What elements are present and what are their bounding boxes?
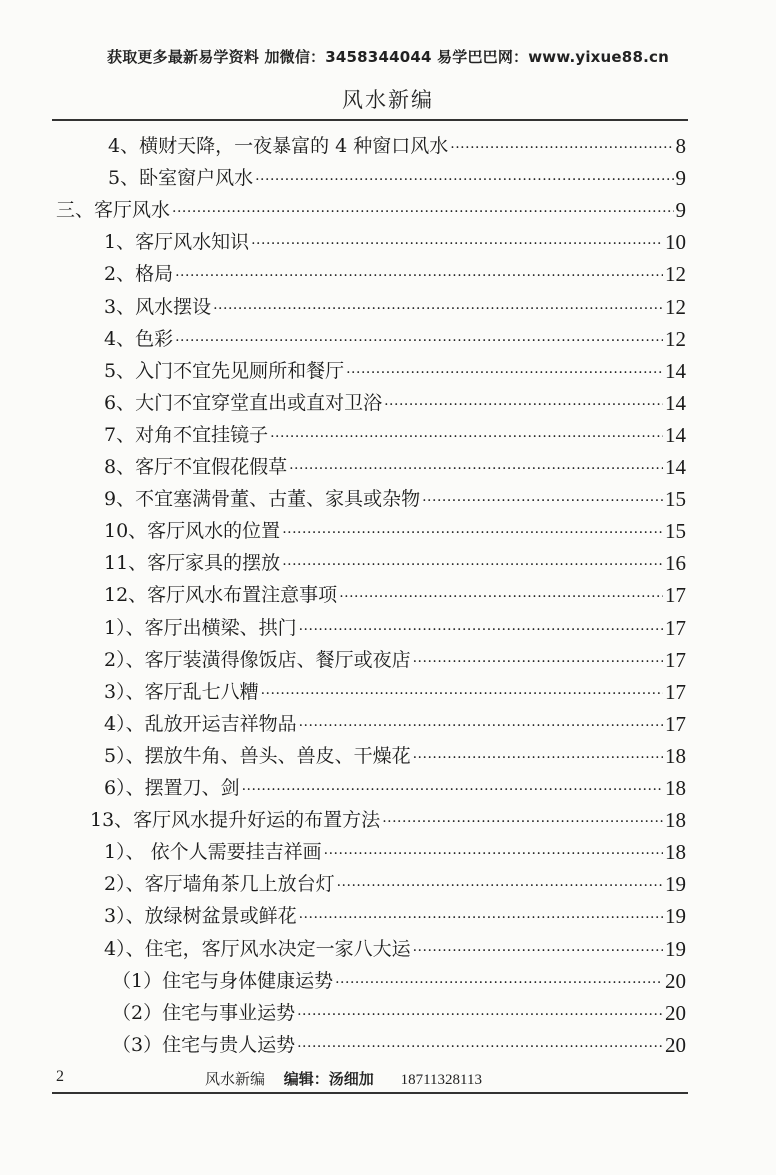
toc-entry	[56, 194, 686, 226]
toc-entry-label: 3）、客厅乱七八糟	[104, 680, 259, 703]
toc-entry	[104, 579, 686, 611]
toc-entry	[90, 804, 686, 836]
toc-entry-page: 18	[665, 743, 686, 768]
toc-leader-dots	[289, 451, 663, 483]
toc-leader-dots	[213, 291, 663, 323]
toc-leader-dots	[339, 579, 663, 611]
toc-entry-page: 14	[665, 390, 686, 415]
toc-leader-dots	[251, 226, 663, 258]
toc-entry	[104, 258, 686, 290]
toc-entry-label: 11、客厅家具的摆放	[104, 552, 281, 575]
toc-entry-label: 三、客厅风水	[56, 199, 171, 222]
toc-entry-label: 12、客厅风水布置注意事项	[104, 584, 338, 607]
toc-leader-dots	[324, 836, 663, 868]
toc-entry-page: 18	[665, 776, 686, 800]
toc-entry	[104, 644, 686, 676]
toc-leader-dots	[413, 644, 663, 676]
toc-entry-page: 20	[665, 1000, 686, 1025]
footer-page-number: 2	[56, 1068, 64, 1085]
toc-entry-page: 17	[665, 711, 686, 736]
toc-leader-dots	[242, 772, 663, 804]
toc-leader-dots	[413, 740, 663, 772]
header-rule	[52, 119, 688, 121]
toc-entry	[104, 387, 686, 419]
toc-leader-dots	[335, 965, 663, 997]
toc-entry	[112, 997, 686, 1029]
toc-entry	[108, 162, 686, 194]
toc-leader-dots	[450, 130, 673, 162]
toc-entry-page: 18	[665, 808, 686, 833]
footer-book-title: 风水新编	[205, 1070, 266, 1088]
toc-entry-page: 19	[665, 872, 686, 897]
toc-entry	[104, 226, 686, 258]
toc-entry-page: 10	[665, 230, 686, 255]
toc-entry-page: 19	[665, 904, 686, 929]
toc-entry-label: 2）、客厅墙角茶几上放台灯	[104, 873, 335, 896]
toc-entry-page: 12	[665, 326, 686, 351]
toc-leader-dots	[175, 323, 663, 355]
toc-entry-label: （3）住宅与贵人运势	[112, 1033, 296, 1056]
footer-editor: 编辑：汤细加	[283, 1070, 374, 1088]
toc-entry-label: 1）、客厅出横梁、拱门	[104, 616, 297, 639]
toc-entry	[104, 355, 686, 387]
toc-entry-page: 16	[665, 551, 686, 576]
toc-entry-label: 2）、客厅装潢得像饭店、餐厅或夜店	[104, 648, 411, 671]
toc-entry	[104, 708, 686, 740]
toc-entry-label: 13、客厅风水提升好运的布置方法	[90, 809, 381, 832]
toc-entry-label: 5）、摆放牛角、兽头、兽皮、干燥花	[104, 744, 411, 767]
toc-entry-page: 9	[675, 166, 686, 191]
toc-leader-dots	[261, 676, 663, 708]
toc-entry-page: 19	[665, 936, 686, 961]
toc-entry-page: 12	[665, 262, 686, 287]
toc-entry-page: 9	[675, 198, 686, 223]
toc-entry-label: 10、客厅风水的位置	[104, 520, 281, 543]
toc-entry-label: 2、格局	[104, 263, 174, 286]
toc-entry-label: 1、客厅风水知识	[104, 231, 250, 254]
toc-entry-label: （2）住宅与事业运势	[112, 1001, 296, 1024]
toc-entry	[104, 612, 686, 644]
toc-entry-page: 17	[665, 583, 686, 608]
toc-entry-label: 4、色彩	[104, 327, 174, 350]
page-footer	[0, 1068, 776, 1092]
toc-entry-page: 17	[665, 647, 686, 672]
toc-entry-label: 1）、 依个人需要挂吉祥画	[104, 841, 322, 864]
toc-entry-page: 15	[665, 519, 686, 544]
toc-leader-dots	[175, 258, 663, 290]
watermark-text: 获取更多最新易学资料 加微信：3458344044 易学巴巴网：www.yixue88.cn	[107, 48, 669, 66]
toc-entry-label: 4、横财天降，一夜暴富的 4 种窗口风水	[108, 135, 449, 157]
footer-rule	[52, 1092, 688, 1094]
toc-entry-label: 4）、乱放开运吉祥物品	[104, 712, 297, 735]
toc-entry	[104, 483, 686, 515]
toc-entry	[104, 900, 686, 932]
toc-entry-label: 7、对角不宜挂镜子	[104, 423, 269, 446]
toc-entry-page: 12	[665, 294, 686, 319]
toc-leader-dots	[337, 868, 663, 900]
toc-entry	[108, 130, 686, 162]
running-header-title: 风水新编	[342, 88, 434, 112]
toc-leader-dots	[297, 997, 663, 1029]
toc-entry-label: 5、入门不宜先见厕所和餐厅	[104, 359, 345, 382]
toc-entry-label: 9、不宜塞满骨董、古董、家具或杂物	[104, 488, 421, 511]
toc-entry-page: 15	[665, 487, 686, 512]
toc-entry	[104, 772, 686, 804]
toc-leader-dots	[382, 804, 663, 836]
toc-entry	[104, 515, 686, 547]
toc-leader-dots	[297, 1029, 663, 1061]
toc-entry-label: （1）住宅与身体健康运势	[112, 969, 334, 992]
toc-entry	[104, 933, 686, 965]
toc-leader-dots	[282, 547, 663, 579]
footer-phone: 18711328113	[400, 1072, 482, 1088]
toc-entry-page: 14	[665, 422, 686, 447]
toc-entry	[104, 291, 686, 323]
toc-entry-page: 17	[665, 679, 686, 704]
toc-entry	[104, 547, 686, 579]
toc-entry-label: 3）、放绿树盆景或鲜花	[104, 905, 297, 928]
toc-entry	[112, 965, 686, 997]
toc-leader-dots	[255, 162, 673, 194]
toc-entry-page: 17	[665, 615, 686, 640]
toc-entry	[104, 740, 686, 772]
toc-leader-dots	[346, 355, 663, 387]
toc-entry-label: 6）、摆置刀、剑	[104, 777, 240, 799]
toc-entry	[104, 323, 686, 355]
toc-entry-page: 14	[665, 455, 686, 479]
toc-leader-dots	[270, 419, 663, 451]
toc-leader-dots	[299, 708, 663, 740]
toc-leader-dots	[282, 515, 663, 547]
toc-entry-page: 20	[665, 968, 686, 993]
toc-entry-page: 20	[665, 1032, 686, 1057]
toc-entry	[104, 451, 686, 483]
toc-entry	[104, 868, 686, 900]
toc-leader-dots	[384, 387, 663, 419]
toc-entry	[104, 676, 686, 708]
toc-entry-label: 8、客厅不宜假花假草	[104, 456, 288, 478]
toc-entry-label: 5、卧室窗户风水	[108, 167, 254, 190]
toc-leader-dots	[413, 933, 663, 965]
toc-entry-label: 3、风水摆设	[104, 295, 212, 318]
toc-entry-page: 8	[675, 134, 686, 158]
toc-entry	[104, 419, 686, 451]
toc-entry	[104, 836, 686, 868]
toc-entry-label: 6、大门不宜穿堂直出或直对卫浴	[104, 391, 383, 414]
toc-entry	[112, 1029, 686, 1061]
toc-entry-page: 18	[665, 840, 686, 865]
toc-leader-dots	[299, 612, 663, 644]
toc-leader-dots	[299, 900, 663, 932]
toc-entry-page: 14	[665, 358, 686, 383]
toc-entry-label: 4）、住宅，客厅风水决定一家八大运	[104, 937, 411, 960]
footer-info	[205, 1068, 482, 1089]
toc-leader-dots	[172, 194, 673, 226]
toc-leader-dots	[422, 483, 663, 515]
